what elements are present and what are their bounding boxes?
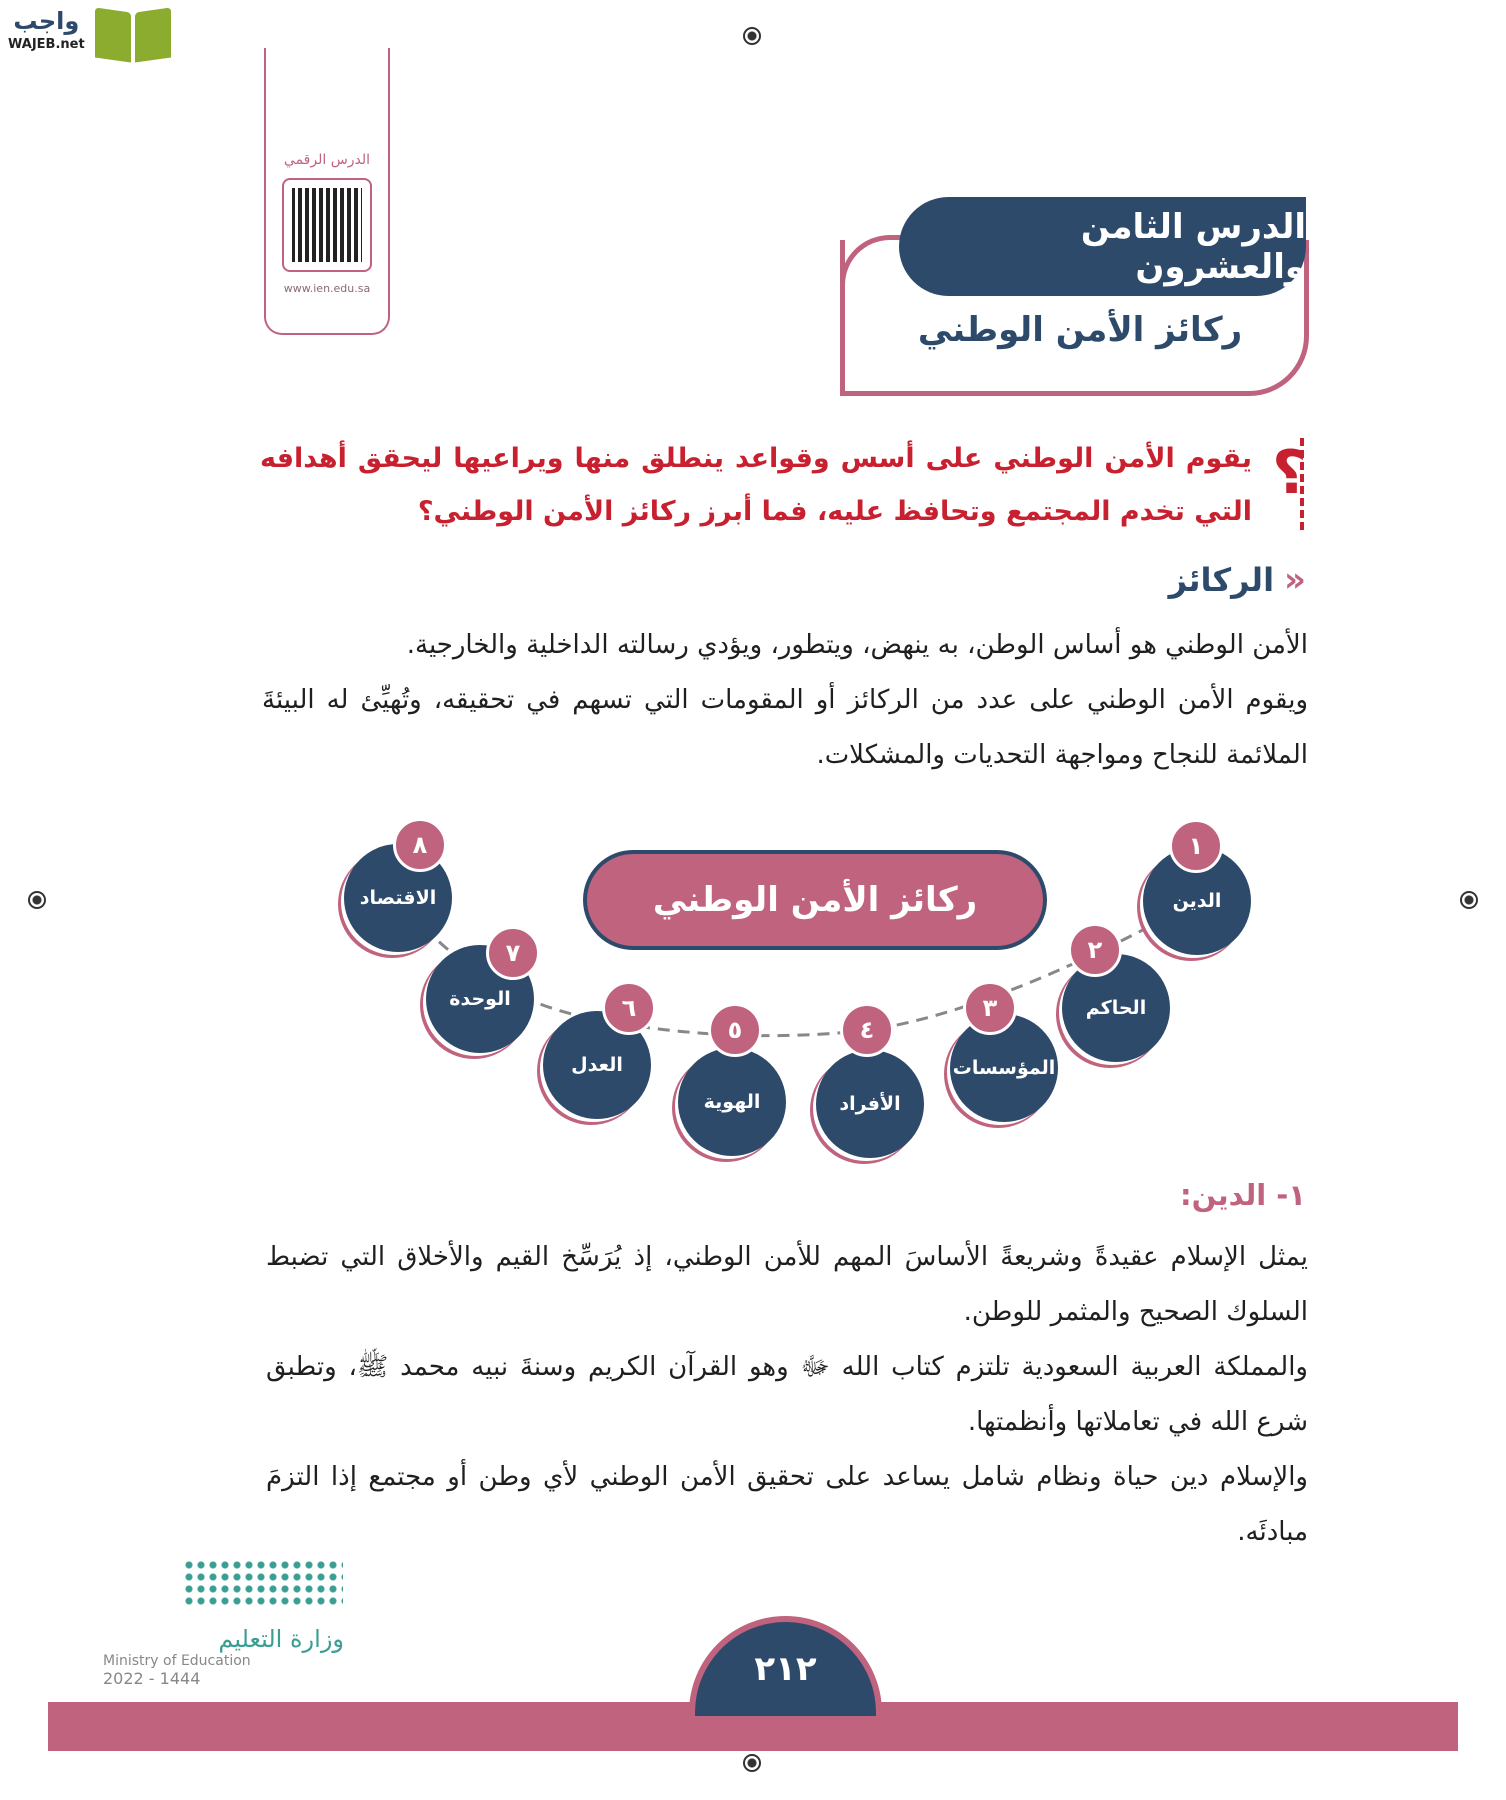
pillar-2: الحاكم <box>1062 954 1170 1062</box>
qr-code-icon[interactable] <box>282 178 372 272</box>
digital-lesson-card[interactable] <box>264 48 390 335</box>
section-heading: « الركائز <box>1168 560 1306 600</box>
pillar-number-badge: ٦ <box>602 981 656 1035</box>
pillar-number-badge: ١ <box>1169 819 1223 873</box>
chevron-icon: « <box>1284 560 1306 600</box>
religion-heading: ١- الدين: <box>1180 1178 1306 1212</box>
pillar-5: الهوية <box>678 1048 786 1156</box>
paragraph: ويقوم الأمن الوطني على عدد من الركائز أو المقومات التي تسهم في تحقيقه، وتُهيِّئ له البيئةَ الملائمة للنجاح ومواجهة التحديات والمشكلات. <box>262 685 1308 770</box>
pillar-number-badge: ٢ <box>1068 923 1122 977</box>
paragraph: والإسلام دين حياة ونظام شامل يساعد على تحقيق الأمن الوطني لأي وطن أو مجتمع إذا التزمَ مبادئَه. <box>266 1462 1308 1547</box>
ministry-emblem-icon <box>183 1559 343 1609</box>
pillar-number-badge: ٥ <box>708 1003 762 1057</box>
religion-body <box>266 1230 1308 1560</box>
digital-lesson-url[interactable]: www.ien.edu.sa <box>283 282 371 295</box>
logo-en: WAJEB.net <box>8 37 85 52</box>
pillar-3: المؤسسات <box>950 1014 1058 1122</box>
logo-ar: واجب <box>13 7 80 35</box>
wajeb-logo <box>8 4 173 62</box>
lesson-title: ركائز الأمن الوطني <box>917 310 1243 350</box>
pillar-number-badge: ٣ <box>963 981 1017 1035</box>
digital-lesson-label: الدرس الرقمي <box>283 152 371 168</box>
ministry-logo: وزارة التعليم Ministry of Education 2022 - 1444 <box>103 1559 344 1688</box>
pillar-4: الأفراد <box>816 1050 924 1158</box>
pillar-8: الاقتصاد <box>344 844 452 952</box>
pillar-number-badge: ٨ <box>393 818 447 872</box>
paragraph: يمثل الإسلام عقيدةً وشريعةً الأساسَ المهم للأمن الوطني، إذ يُرَسِّخ القيم والأخلاق التي تضبط السلوك الصحيح والمثمر للوطن. <box>266 1242 1308 1327</box>
pillar-7: الوحدة <box>426 945 534 1053</box>
registration-mark-icon <box>1460 891 1478 909</box>
pillar-number-badge: ٤ <box>840 1003 894 1057</box>
page-number: ٢١٢ <box>689 1616 882 1716</box>
pillar-number-badge: ٧ <box>486 926 540 980</box>
registration-mark-icon <box>743 27 761 45</box>
registration-mark-icon <box>743 1754 761 1772</box>
paragraph: الأمن الوطني هو أساس الوطن، به ينهض، ويتطور، ويؤدي رسالته الداخلية والخارجية. <box>406 630 1308 660</box>
pillar-1: الدين <box>1143 847 1251 955</box>
pillar-6: العدل <box>543 1011 651 1119</box>
lesson-number: الدرس الثامن والعشرون <box>899 197 1306 296</box>
paragraph: والمملكة العربية السعودية تلتزم كتاب الله ﷻ وهو القرآن الكريم وسنةَ نبيه محمد ﷺ، وتطبق شرع الله في تعاملاتها وأنظمتها. <box>266 1352 1308 1437</box>
registration-mark-icon <box>28 891 46 909</box>
section-paragraphs <box>262 618 1308 783</box>
book-icon <box>93 4 173 62</box>
intro-question: يقوم الأمن الوطني على أسس وقواعد ينطلق منها ويراعيها ليحقق أهدافه التي تخدم المجتمع وتحافظ عليه، فما أبرز ركائز الأمن الوطني؟ <box>260 443 1252 527</box>
question-mark-icon: ؟ <box>1272 438 1304 530</box>
diagram-center: ركائز الأمن الوطني <box>583 850 1047 950</box>
